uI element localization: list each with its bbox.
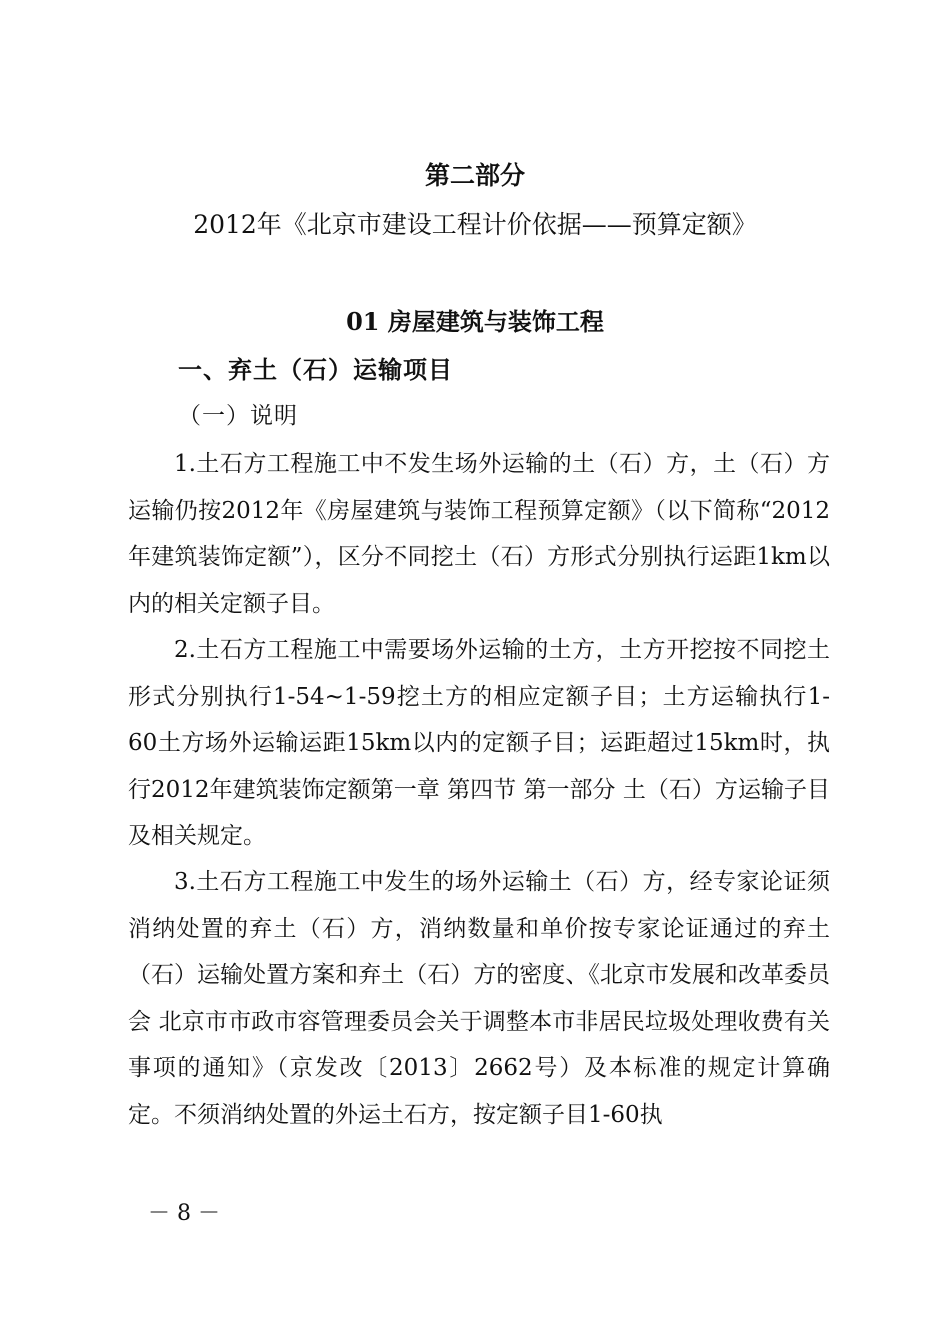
paragraph-2: 2.土石方工程施工中需要场外运输的土方，土方开挖按不同挖土形式分别执行1-54~1-59挖土方的相应定额子目；土方运输执行1-60土方场外运输运距15km以内的定额子目；运距超过15km时，执行2012年建筑装饰定额第一章 第四节 第一部分 土（石）方运输子目及相关规定。 — [128, 637, 830, 849]
heading-level-2: （一）说明 — [178, 403, 298, 429]
part-title: 第二部分 — [424, 161, 525, 190]
paragraph-1: 1.土石方工程施工中不发生场外运输的土（石）方，土（石）方运输仍按2012年《房屋建筑与装饰工程预算定额》（以下简称“2012年建筑装饰定额”），区分不同挖土（石）方形式分别执行运距1km以内的相关定额子目。 — [128, 451, 830, 617]
heading-level-1: 一、弃土（石）运输项目 — [178, 355, 453, 384]
document-title: 2012年《北京市建设工程计价依据——预算定额》 — [193, 210, 757, 239]
page-number: － 8 － — [148, 1201, 220, 1226]
section-title: 01 房屋建筑与装饰工程 — [346, 307, 604, 336]
paragraph-3: 3.土石方工程施工中发生的场外运输土（石）方，经专家论证须消纳处置的弃土（石）方，消纳数量和单价按专家论证通过的弃土（石）运输处置方案和弃土（石）方的密度、《北京市发展和改革委员会 北京市市政市容管理委员会关于调整本市非居民垃圾处理收费有关事项的通知》（京发改〔2013〕2662号）及本标准的规定计算确定。不须消纳处置的外运土石方，按定额子目1-60执 — [128, 869, 830, 1128]
